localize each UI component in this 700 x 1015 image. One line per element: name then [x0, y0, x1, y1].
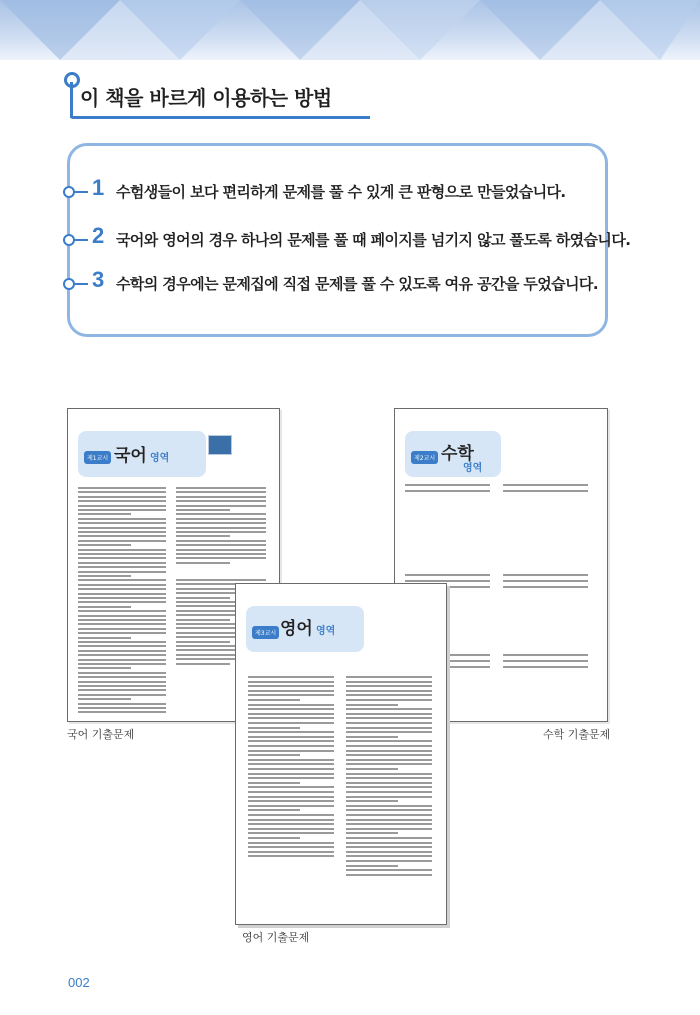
feature-number: 1: [92, 175, 105, 200]
text-line: [346, 750, 432, 752]
text-line: [176, 619, 230, 621]
text-line: [176, 509, 230, 511]
text-line: [176, 513, 266, 515]
text-line: [248, 759, 334, 761]
text-line: [346, 851, 432, 853]
subject-title: 영어: [280, 619, 313, 639]
text-line: [346, 740, 432, 742]
text-line: [346, 768, 398, 770]
text-line: [248, 713, 334, 715]
text-line: [176, 496, 266, 498]
text-line: [248, 796, 334, 798]
feature-text: 수학의 경우에는 문제집에 직접 문제를 풀 수 있도록 여유 공간을 두었습니다.: [116, 275, 598, 293]
text-line: [346, 837, 432, 839]
text-line: [405, 484, 490, 486]
text-line: [346, 865, 398, 867]
text-line: [346, 699, 432, 701]
text-line: [78, 711, 166, 713]
text-line: [248, 828, 334, 830]
text-line: [78, 535, 166, 537]
text-line: [248, 727, 300, 729]
text-line: [176, 527, 266, 529]
text-line: [405, 490, 490, 492]
text-line: [248, 819, 334, 821]
period-badge: 제1교시: [84, 451, 111, 464]
text-line: [176, 487, 266, 489]
section-title: [58, 72, 618, 124]
text-line: [346, 727, 432, 729]
text-line: [503, 580, 588, 582]
text-line: [78, 553, 166, 555]
text-line: [78, 500, 166, 502]
text-line: [248, 814, 334, 816]
subject-title: 국어: [114, 446, 147, 466]
text-line: [346, 704, 398, 706]
text-line: [176, 641, 230, 643]
text-line: [78, 571, 166, 573]
caption-english: 영어 기출문제: [242, 931, 310, 944]
text-line: [78, 588, 166, 590]
text-line: [346, 800, 398, 802]
page-header-banner: [78, 431, 206, 477]
title-rule-horizontal: [70, 116, 370, 119]
text-line: [346, 777, 432, 779]
text-line: [248, 704, 334, 706]
text-line: [503, 660, 588, 662]
feature-item-3: [70, 268, 630, 298]
page-header-banner: [246, 606, 364, 652]
text-line: [346, 805, 432, 807]
text-line: [346, 731, 432, 733]
text-line: [78, 593, 166, 595]
text-line: [176, 535, 230, 537]
text-line: [248, 750, 334, 752]
text-line: [346, 832, 398, 834]
text-line: [503, 654, 588, 656]
text-line: [78, 610, 166, 612]
text-line: [248, 740, 334, 742]
text-line: [248, 846, 334, 848]
page-header-banner: [405, 431, 501, 477]
text-line: [78, 544, 131, 546]
page-title: 이 책을 바르게 이용하는 방법: [80, 86, 332, 110]
banner-pattern: [0, 0, 700, 60]
text-line: [176, 579, 266, 581]
text-line: [346, 782, 432, 784]
text-line: [248, 708, 334, 710]
page-number: 002: [68, 975, 90, 990]
text-line: [78, 522, 166, 524]
text-line: [78, 654, 166, 656]
text-line: [346, 828, 432, 830]
text-line: [248, 786, 334, 788]
text-line: [248, 681, 334, 683]
text-line: [503, 586, 588, 588]
text-line: [248, 763, 334, 765]
text-line: [176, 531, 266, 533]
text-line: [78, 672, 166, 674]
text-line: [78, 694, 166, 696]
text-line: [248, 777, 334, 779]
text-line: [78, 659, 166, 661]
text-line: [346, 846, 432, 848]
text-line: [248, 731, 334, 733]
feature-number: 2: [92, 223, 105, 248]
caption-korean: 국어 기출문제: [67, 728, 135, 741]
text-line: [78, 606, 131, 608]
text-line: [78, 540, 166, 542]
subject-title: 수학: [441, 444, 474, 464]
text-line: [78, 681, 166, 683]
text-line: [78, 549, 166, 551]
text-line: [346, 745, 432, 747]
text-line: [176, 491, 266, 493]
text-line: [503, 574, 588, 576]
text-line: [503, 484, 588, 486]
text-line: [78, 575, 131, 577]
text-line: [248, 754, 300, 756]
text-line: [78, 685, 166, 687]
text-line: [78, 676, 166, 678]
text-line: [248, 745, 334, 747]
feature-item-1: [70, 176, 630, 206]
subject-subtitle: 영역: [463, 463, 483, 474]
text-line: [78, 623, 166, 625]
text-line: [78, 527, 166, 529]
text-line: [346, 736, 398, 738]
text-line: [346, 685, 432, 687]
text-line: [248, 694, 334, 696]
text-line: [346, 842, 432, 844]
sample-page-english: [235, 583, 447, 925]
text-line: [248, 690, 334, 692]
text-line: [346, 713, 432, 715]
text-line: [248, 855, 334, 857]
text-line: [346, 855, 432, 857]
text-line: [78, 579, 166, 581]
text-line: [503, 666, 588, 668]
text-line: [78, 597, 166, 599]
text-line: [346, 796, 432, 798]
illustration: [208, 435, 232, 455]
text-line: [78, 487, 166, 489]
text-line: [346, 763, 432, 765]
text-line: [78, 562, 166, 564]
text-line: [78, 518, 166, 520]
text-line: [78, 619, 166, 621]
text-line: [248, 809, 300, 811]
text-line: [176, 663, 230, 665]
period-badge: 제3교시: [252, 626, 279, 639]
text-line: [78, 641, 166, 643]
text-line: [248, 842, 334, 844]
text-line: [248, 699, 300, 701]
text-line: [78, 703, 166, 705]
text-line: [346, 814, 432, 816]
text-line: [346, 754, 432, 756]
text-line: [176, 562, 230, 564]
text-line: [248, 782, 300, 784]
text-line: [248, 685, 334, 687]
text-line: [176, 549, 266, 551]
bullet-line: [74, 283, 88, 285]
text-line: [346, 676, 432, 678]
text-line: [346, 681, 432, 683]
text-line: [78, 496, 166, 498]
text-line: [248, 837, 300, 839]
text-line: [346, 717, 432, 719]
text-line: [248, 805, 334, 807]
caption-math: 수학 기출문제: [543, 728, 611, 741]
text-line: [346, 690, 432, 692]
text-line: [248, 722, 334, 724]
subject-subtitle: 영역: [316, 626, 336, 637]
text-line: [248, 676, 334, 678]
text-line: [78, 645, 166, 647]
text-line: [346, 786, 432, 788]
text-line: [176, 553, 266, 555]
text-line: [78, 505, 166, 507]
text-line: [248, 717, 334, 719]
text-line: [346, 773, 432, 775]
text-line: [346, 823, 432, 825]
text-line: [248, 736, 334, 738]
text-line: [503, 490, 588, 492]
text-line: [78, 667, 131, 669]
text-line: [346, 809, 432, 811]
text-line: [248, 832, 334, 834]
text-line: [78, 531, 166, 533]
feature-box: [67, 143, 631, 337]
text-line: [346, 708, 432, 710]
text-line: [78, 707, 166, 709]
text-line: [176, 500, 266, 502]
text-line: [176, 597, 230, 599]
feature-text: 국어와 영어의 경우 하나의 문제를 풀 때 페이지를 넘기지 않고 풀도록 하였습니다.: [116, 231, 631, 249]
period-badge: 제2교시: [411, 451, 438, 464]
text-line: [176, 518, 266, 520]
text-line: [176, 505, 266, 507]
text-line: [78, 566, 166, 568]
text-line: [405, 580, 490, 582]
text-line: [346, 860, 432, 862]
text-line: [346, 722, 432, 724]
text-line: [248, 768, 334, 770]
text-line: [78, 513, 131, 515]
text-line: [346, 869, 432, 871]
feature-text: 수험생들이 보다 편리하게 문제를 풀 수 있게 큰 판형으로 만들었습니다.: [116, 183, 566, 201]
text-line: [346, 694, 432, 696]
bullet-line: [74, 191, 88, 193]
text-line: [78, 632, 166, 634]
text-line: [78, 698, 131, 700]
bullet-line: [74, 239, 88, 241]
feature-number: 3: [92, 267, 105, 292]
text-line: [78, 601, 166, 603]
text-line: [78, 584, 166, 586]
text-line: [176, 522, 266, 524]
text-line: [248, 791, 334, 793]
text-line: [78, 491, 166, 493]
text-line: [78, 650, 166, 652]
text-line: [248, 800, 334, 802]
text-line: [346, 819, 432, 821]
subject-subtitle: 영역: [150, 453, 170, 464]
text-line: [346, 874, 432, 876]
text-line: [78, 557, 166, 559]
text-line: [78, 628, 166, 630]
feature-item-2: [70, 224, 630, 254]
top-banner: [0, 0, 700, 60]
text-line: [248, 773, 334, 775]
text-line: [78, 509, 166, 511]
text-line: [248, 823, 334, 825]
title-rule-vertical: [70, 82, 73, 118]
text-line: [248, 851, 334, 853]
text-line: [78, 663, 166, 665]
text-line: [78, 637, 131, 639]
text-line: [405, 574, 490, 576]
text-line: [176, 544, 266, 546]
text-line: [346, 791, 432, 793]
text-line: [176, 540, 266, 542]
text-line: [346, 759, 432, 761]
text-line: [176, 557, 266, 559]
text-line: [78, 615, 166, 617]
text-line: [78, 689, 166, 691]
